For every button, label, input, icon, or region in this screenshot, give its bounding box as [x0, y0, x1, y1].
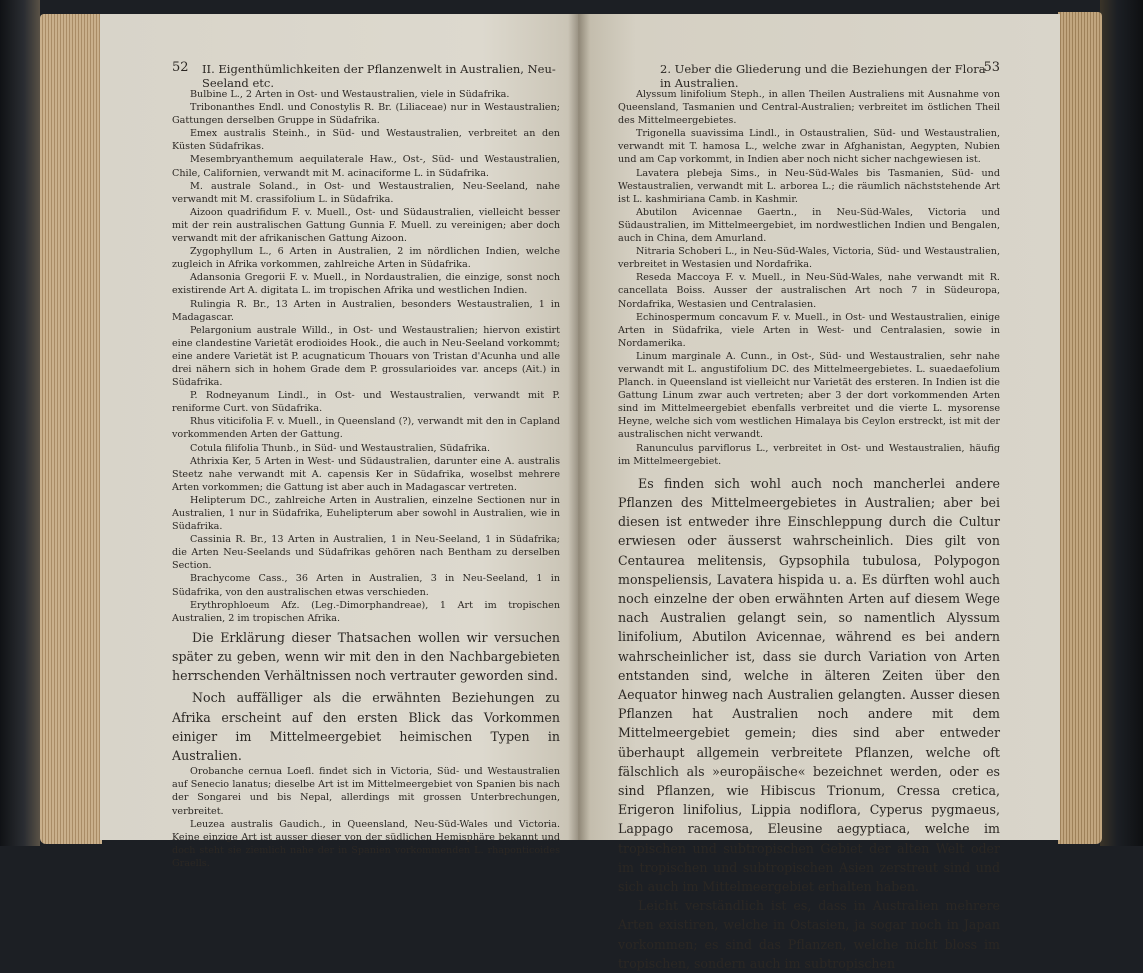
species-entry: Ranunculus parviflorus L., verbreitet in Ost- und Westaustralien, häufig im Mittelmeergebiet. [618, 442, 1000, 467]
species-entry: Trigonella suavissima Lindl., in Ostaustralien, Süd- und Westaustralien, verwandt mit T. hamosa L., welche zwar in Afghanistan, Aegypten, Nubien und am Cap vorkommt, in Indien aber noch nicht sicher nachgewiesen ist. [618, 128, 1000, 166]
species-entry: M. australe Soland., in Ost- und Westaustralien, Neu-Seeland, nahe verwandt mit M. crassifolium L. in Südafrika. [172, 180, 560, 205]
species-entry: Mesembryanthemum aequilaterale Haw., Ost-, Süd- und Westaustralien, Chile, Californien, verwandt mit M. acinaciforme L. in Südafrika. [172, 154, 560, 179]
species-entry: Athrixia Ker, 5 Arten in West- und Südaustralien, darunter eine A. australis Steetz nahe verwandt mit A. capensis Ker in Südafrika, woselbst mehrere Arten vorkommen; die Gattung ist aber auch in Madagascar vertreten. [172, 455, 560, 493]
species-entry: Bulbine L., 2 Arten in Ost- und Westaustralien, viele in Südafrika. [190, 89, 510, 100]
species-entry: P. Rodneyanum Lindl., in Ost- und Westaustralien, verwandt mit P. reniforme Curt. von Südafrika. [172, 390, 560, 415]
body-paragraph: Noch auffälliger als die erwähnten Beziehungen zu Afrika erscheint auf den ersten Blick das Vorkommen einiger im Mittelmeergebiet heimischen Typen in Australien. [172, 690, 560, 764]
species-entry: Helipterum DC., zahlreiche Arten in Australien, einzelne Sectionen nur in Australien, 1 nur in Südafrika, Euhelipterum aber sowohl in Australien, wie in Südafrika. [172, 494, 560, 533]
species-entry: Echinospermum concavum F. v. Muell., in Ost- und Westaustralien, einige Arten in Südafrika, viele Arten in West- und Centralasien, sowie in Nordamerika. [618, 311, 1000, 349]
page-number-right: 53 [983, 60, 1000, 75]
species-entry: Abutilon Avicennae Gaertn., in Neu-Süd-Wales, Victoria und Südaustralien, im Mittelmeergebiet, im nordwestlichen Indien und Bengalen, auch in China, dem Amurland. [618, 206, 1000, 245]
species-entry: Pelargonium australe Willd., in Ost- und Westaustralien; hiervon existirt eine clandestine Varietät erodioides Hook., die auch in Neu-Seeland vorkommt; eine andere Varietät ist P. acugnaticum Thouars von Tristan d'Acunha und alle drei nähern sich in hohem Grade dem P. grossularioides var. anceps (Ait.) in Südafrika. [172, 324, 560, 389]
left-page [100, 14, 578, 869]
running-head-right [618, 60, 1000, 90]
species-entry: Rhus viticifolia F. v. Muell., in Queensland (?), verwandt mit den in Capland vorkommenden Arten der Gattung. [172, 416, 560, 441]
page-edges-left [40, 14, 102, 844]
species-entry: Brachycome Cass., 36 Arten in Australien, 3 in Neu-Seeland, 1 in Südafrika, von den australischen etwas verschieden. [172, 573, 560, 598]
body-paragraph: Leicht verständlich ist es, dass in Australien mehrere Arten existiren, welche in Ostasien, ja sogar noch in Japan vorkommen; es sind das Pflanzen, welche nicht bloss im tropischen, sondern auch im subtropischen [618, 898, 1000, 971]
species-entry: Emex australis Steinh., in Süd- und Westaustralien, verbreitet an den Küsten Südafrikas. [172, 128, 560, 153]
species-entry: Adansonia Gregorii F. v. Muell., in Nordaustralien, die einzige, sonst noch existirende Art A. digitata L. im tropischen Afrika und westlichen Indien. [172, 272, 560, 297]
species-entry: Erythrophloeum Afz. (Leg.-Dimorphandreae), 1 Art im tropischen Australien, 2 im tropischen Afrika. [172, 599, 560, 624]
species-entry: Nitraria Schoberi L., in Neu-Süd-Wales, Victoria, Süd- und Westaustralien, verbreitet in Westasien und Nordafrika. [618, 246, 1000, 271]
page-edges-right [1058, 12, 1102, 844]
running-head-title-right: 2. Ueber die Gliederung und die Beziehungen der Flora in Australien. [660, 62, 986, 90]
table-background-right [1100, 0, 1143, 846]
page-number-left: 52 [172, 60, 189, 75]
species-entry: Leuzea australis Gaudich., in Queensland, Neu-Süd-Wales und Victoria. Keine einzige Art ist ausser dieser von der südlichen Hemisphäre bekannt und doch steht sie ziemlich nahe der in Spanien vorkommenden L. rhaponticoides Graells. [172, 818, 560, 869]
species-entry: Cassinia R. Br., 13 Arten in Australien, 1 in Neu-Seeland, 1 in Südafrika; die Arten Neu-Seelands und Südafrikas gehören nach Bentham zu derselben Section. [172, 534, 560, 572]
species-entry: Zygophyllum L., 6 Arten in Australien, 2 im nördlichen Indien, welche zugleich in Afrika vorkommen, zahlreiche Arten in Südafrika. [172, 246, 560, 271]
running-head-title-left: II. Eigenthümlichkeiten der Pflanzenwelt in Australien, Neu-Seeland etc. [202, 62, 556, 90]
body-paragraph: Es finden sich wohl auch noch mancherlei andere Pflanzen des Mittelmeergebietes in Australien; aber bei diesen ist entweder ihre Einschleppung durch die Cultur erwiesen oder äusserst wahrscheinlich. Dies gilt von Centaurea melitensis, Gypsophila tubulosa, Polypogon monspeliensis, Lavatera hispida u. a. Es dürften wohl auch noch einzelne der oben erwähnten Arten auf diesem Wege nach Australien gelangt sein, so namentlich Alyssum linifolium, Abutilon Avicennae, während es bei andern wahrscheinlicher ist, dass sie durch Variation von Arten entstanden sind, welche in älteren Zeiten über den Aequator hinweg nach Australien gelangten. Ausser diesen Pflanzen hat Australien noch andere mit dem Mittelmeergebiet gemein; dies sind aber entweder überhaupt allgemein verbreitete Pflanzen, welche oft fälschlich als »europäische« bezeichnet werden, oder es sind Pflanzen, wie Hibiscus Trionum, Cressa cretica, Erigeron linifolius, Lippia nodiflora, Cyperus pygmaeus, Lappago racemosa, Eleusine aegyptiaca, welche im tropischen und subtropischen Gebiet der alten Welt oder im tropischen und subtropischen Asien zerstreut sind und sich auch im Mittelmeergebiet erhalten haben. [618, 475, 1000, 894]
species-entry: Cotula filifolia Thunb., in Süd- und Westaustralien, Südafrika. [190, 442, 491, 454]
body-paragraph: Die Erklärung dieser Thatsachen wollen wir versuchen später zu geben, wenn wir mit den in den Nachbargebieten herrschenden Verhältnissen noch vertrauter geworden sind. [172, 629, 560, 684]
species-entry: Linum marginale A. Cunn., in Ost-, Süd- und Westaustralien, sehr nahe verwandt mit L. angustifolium DC. des Mittelmeergebietes. L. suaedaefolium Planch. in Queensland ist vielleicht nur Varietät des ersteren. In Indien ist die Gattung Linum zwar auch vertreten; aber 3 der dort vorkommenden Arten sind im Mittelmeergebiet ebenfalls verbreitet und die vierte L. mysorense Heyne, welche sich vom westlichen Himalaya bis Ceylon erstreckt, ist mit der australischen nicht verwandt. [618, 350, 1000, 441]
species-entry: Aizoon quadrifidum F. v. Muell., Ost- und Südaustralien, vielleicht besser mit der rein australischen Gattung Gunnia F. Muell. zu vereinigen; aber doch verwandt mit der afrikanischen Gattung Aizoon. [172, 206, 560, 245]
right-page [578, 14, 1060, 971]
species-entry: Rulingia R. Br., 13 Arten in Australien, besonders Westaustralien, 1 in Madagascar. [172, 298, 560, 323]
species-entry: Orobanche cernua Loefl. findet sich in Victoria, Süd- und Westaustralien auf Senecio lanatus; dieselbe Art ist im Mittelmeergebiet von Spanien bis nach der Songarei und bis Nepal, allerdings mit grossen Unterbrechungen, verbreitet. [172, 766, 560, 817]
running-head-left [172, 60, 560, 90]
species-entry: Tribonanthes Endl. und Conostylis R. Br. (Liliaceae) nur in Westaustralien; Gattungen derselben Gruppe in Südafrika. [172, 102, 560, 127]
species-entry: Lavatera plebeja Sims., in Neu-Süd-Wales bis Tasmanien, Süd- und Westaustralien, verwandt mit L. arborea L.; die räumlich nächststehende Art ist L. kashmiriana Camb. in Kashmir. [618, 167, 1000, 205]
species-entry: Reseda Maccoya F. v. Muell., in Neu-Süd-Wales, nahe verwandt mit R. cancellata Boiss. Ausser der australischen Art noch 7 in Südeuropa, Nordafrika, Westasien und Centralasien. [618, 272, 1000, 310]
book-gutter [568, 14, 590, 840]
species-entry: Alyssum linifolium Steph., in allen Theilen Australiens mit Ausnahme von Queensland, Tasmanien und Central-Australien; verbreitet im östlichen Theil des Mittelmeergebietes. [618, 89, 1000, 127]
table-background-left [0, 0, 40, 846]
